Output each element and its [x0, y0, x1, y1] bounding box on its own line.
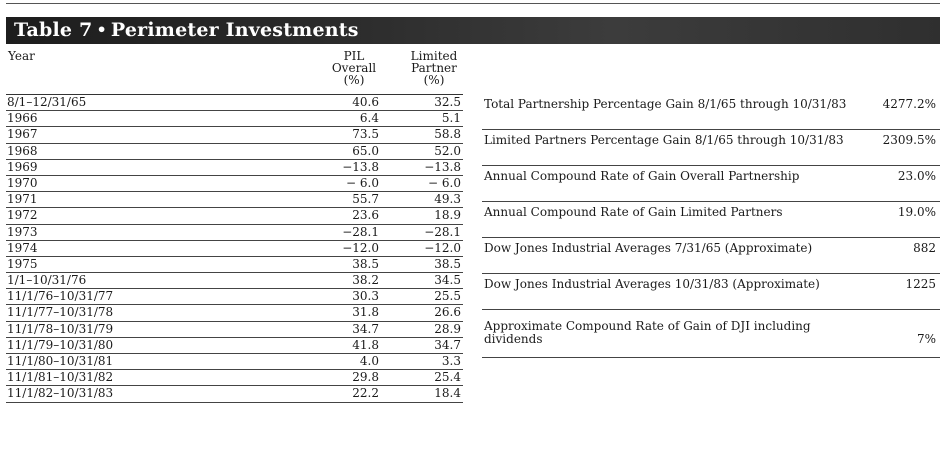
table-name: Perimeter Investments: [110, 19, 359, 41]
row-year: 1966: [7, 111, 38, 126]
row-limited-partner: 3.3: [441, 354, 461, 368]
row-limited-partner: 38.5: [434, 256, 461, 271]
summary-label-line: Annual Compound Rate of Gain Limited Partners: [484, 205, 783, 219]
row-limited-partner: 18.4: [434, 386, 461, 401]
row-year: 1972: [7, 208, 38, 223]
summary-row: [482, 166, 940, 202]
row-year: 11/1/82–10/31/83: [7, 386, 114, 401]
table-row: [6, 176, 463, 192]
row-year: 1975: [7, 256, 38, 271]
table-row: [6, 127, 463, 143]
summary-label-line: dividends: [484, 332, 543, 346]
row-pil-overall: 34.7: [352, 321, 379, 336]
row-limited-partner: 18.9: [434, 208, 461, 223]
summary-label: [484, 170, 799, 183]
row-pil-overall: 40.6: [352, 95, 379, 109]
row-limited-partner: 28.9: [434, 321, 461, 336]
table-row: [6, 241, 463, 257]
row-limited-partner: 32.5: [434, 95, 461, 109]
table-row: [6, 273, 463, 289]
table-number: Table 7: [14, 19, 93, 41]
row-pil-overall: 4.0: [359, 354, 379, 368]
table-row: [6, 257, 463, 273]
table-title: [14, 19, 359, 41]
summary-label: [484, 206, 783, 219]
returns-table-header: [6, 48, 463, 95]
summary-row: [482, 130, 940, 166]
row-pil-overall: 29.8: [352, 370, 379, 385]
row-pil-overall: 65.0: [352, 143, 379, 158]
row-pil-overall: 73.5: [352, 127, 379, 142]
table-row: [6, 111, 463, 127]
row-pil-overall: −12.0: [342, 240, 379, 255]
summary-row: [482, 238, 940, 274]
table-row: [6, 225, 463, 241]
row-limited-partner: 25.5: [434, 289, 461, 304]
row-pil-overall: 23.6: [352, 208, 379, 223]
row-pil-overall: − 6.0: [346, 175, 379, 190]
header-pil-overall: PIL Overall (%): [331, 49, 377, 87]
summary-label-line: Total Partnership Percentage Gain 8/1/65 through 10/31/83: [484, 97, 847, 111]
row-year: 1968: [7, 143, 38, 158]
returns-table: [6, 48, 463, 403]
table-row: [6, 289, 463, 305]
row-limited-partner: 58.8: [434, 127, 461, 142]
summary-label: [484, 278, 820, 291]
row-year: 1967: [7, 127, 38, 142]
row-limited-partner: 34.5: [434, 273, 461, 288]
row-limited-partner: 26.6: [434, 305, 461, 320]
header-limited-partner: Limited Partner (%): [410, 49, 458, 87]
summary-value: 7%: [916, 332, 936, 346]
summary-label-line: Dow Jones Industrial Averages 7/31/65 (Approximate): [484, 241, 813, 255]
table-row: [6, 354, 463, 370]
row-pil-overall: 30.3: [352, 289, 379, 304]
table-row: [6, 338, 463, 354]
row-year: 8/1–12/31/65: [7, 95, 87, 109]
table-row: [6, 305, 463, 321]
table-row: [6, 95, 463, 111]
summary-value: 882: [913, 241, 936, 255]
summary-label: [484, 320, 811, 346]
row-limited-partner: − 6.0: [428, 175, 461, 190]
row-year: 1/1–10/31/76: [7, 273, 87, 288]
returns-table-body: [6, 95, 463, 403]
summary-row: [482, 94, 940, 130]
row-year: 1971: [7, 192, 38, 207]
summary-label-line: Dow Jones Industrial Averages 10/31/83 (Approximate): [484, 277, 820, 291]
table-title-bar: [6, 17, 940, 44]
row-year: 11/1/77–10/31/78: [7, 305, 114, 320]
row-pil-overall: 55.7: [352, 192, 379, 207]
row-pil-overall: 41.8: [352, 337, 379, 352]
top-rule: [6, 3, 940, 4]
row-year: 11/1/80–10/31/81: [7, 354, 114, 368]
table-row: [6, 160, 463, 176]
row-limited-partner: −13.8: [424, 159, 461, 174]
summary-label: [484, 242, 812, 255]
row-year: 11/1/79–10/31/80: [7, 337, 114, 352]
summary-label: [484, 98, 846, 111]
row-pil-overall: 31.8: [352, 305, 379, 320]
row-limited-partner: 5.1: [441, 111, 461, 126]
table-row: [6, 386, 463, 402]
row-year: 11/1/78–10/31/79: [7, 321, 114, 336]
row-limited-partner: −12.0: [424, 240, 461, 255]
row-year: 1974: [7, 240, 38, 255]
summary-row: [482, 274, 940, 310]
row-pil-overall: −13.8: [342, 159, 379, 174]
row-pil-overall: 38.2: [352, 273, 379, 288]
summary-value: 4277.2%: [882, 97, 936, 111]
row-limited-partner: 34.7: [434, 337, 461, 352]
row-year: 11/1/76–10/31/77: [7, 289, 114, 304]
header-year: Year: [8, 49, 35, 63]
row-year: 1969: [7, 159, 38, 174]
summary-value: 19.0%: [897, 205, 936, 219]
row-limited-partner: −28.1: [424, 224, 461, 239]
summary-label-line: Annual Compound Rate of Gain Overall Partnership: [484, 169, 800, 183]
table-row: [6, 192, 463, 208]
row-pil-overall: −28.1: [342, 224, 379, 239]
row-limited-partner: 49.3: [434, 192, 461, 207]
row-year: 1973: [7, 224, 38, 239]
row-pil-overall: 22.2: [352, 386, 379, 401]
title-separator: •: [96, 20, 107, 39]
summary-row: [482, 310, 940, 358]
summary-value: 1225: [905, 277, 936, 291]
row-year: 1970: [7, 175, 38, 190]
table-row: [6, 370, 463, 386]
summary-label-line: Limited Partners Percentage Gain 8/1/65 through 10/31/83: [484, 133, 844, 147]
row-limited-partner: 25.4: [434, 370, 461, 385]
summary-value: 23.0%: [897, 169, 936, 183]
summary-row: [482, 202, 940, 238]
summary-label-line: Approximate Compound Rate of Gain of DJI including: [484, 319, 811, 333]
row-limited-partner: 52.0: [434, 143, 461, 158]
row-year: 11/1/81–10/31/82: [7, 370, 114, 385]
table-row: [6, 208, 463, 224]
summary-label: [484, 134, 844, 147]
table-row: [6, 144, 463, 160]
summary-table: [482, 94, 940, 358]
summary-value: 2309.5%: [882, 133, 936, 147]
table-row: [6, 322, 463, 338]
row-pil-overall: 38.5: [352, 256, 379, 271]
row-pil-overall: 6.4: [359, 111, 379, 126]
